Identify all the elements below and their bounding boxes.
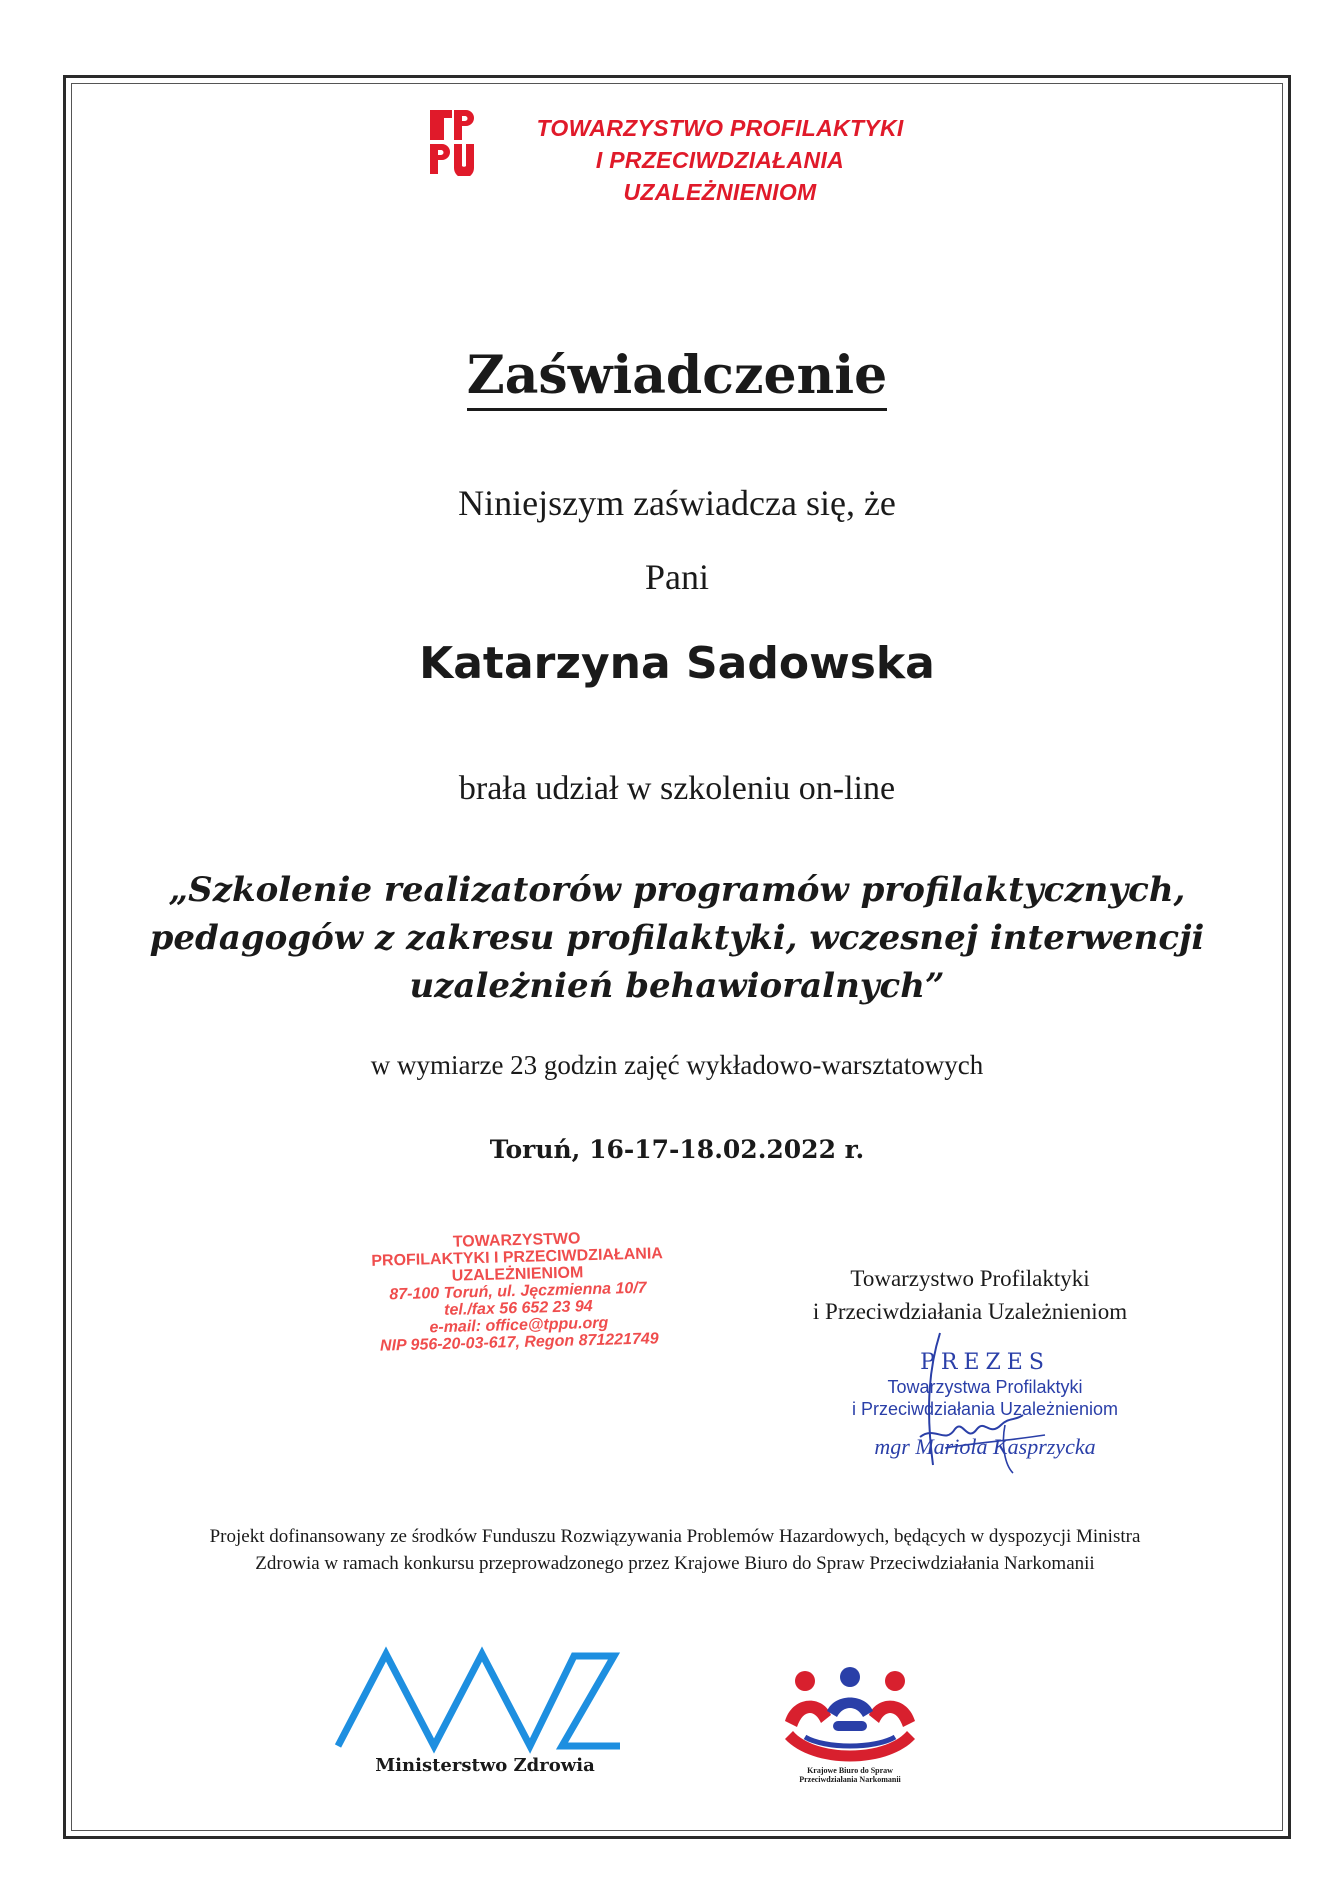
- participation-text: brała udział w szkoleniu on-line: [458, 770, 896, 807]
- stamp-line1: TOWARZYSTWO: [452, 1230, 581, 1251]
- course-title-line3: uzależnień behawioralnych”: [409, 966, 945, 1006]
- header-org-line1: TOWARZYSTWO PROFILAKTYKI: [536, 115, 904, 141]
- certificate-honorific: Pani: [644, 557, 709, 597]
- kbpn-logo-icon: [775, 1665, 925, 1765]
- certificate-intro: Niniejszym zaświadcza się, że: [458, 483, 896, 523]
- kbpn-label: [740, 1766, 960, 1784]
- president-org-line1: Towarzystwa Profilaktyki: [887, 1377, 1083, 1397]
- stamp-line3: UZALEŻNIENIOM: [451, 1264, 584, 1285]
- organization-stamp: [317, 1227, 720, 1356]
- kbpn-label-line2: Przeciwdziałania Narkomanii: [799, 1775, 901, 1784]
- handwritten-signature-icon: [905, 1325, 1055, 1475]
- kbpn-label-line1: Krajowe Biuro do Spraw: [807, 1766, 893, 1775]
- header-org-line2: I PRZECIWDZIAŁANIA UZALEŻNIENIOM: [595, 147, 845, 205]
- funding-note: [100, 1523, 1250, 1577]
- ministry-of-health-label: Ministerstwo Zdrowia: [375, 1755, 595, 1776]
- president-role: PREZES: [920, 1350, 1050, 1375]
- recipient-name: Katarzyna Sadowska: [419, 638, 935, 689]
- president-name: mgr Mariola Kasprzycka: [874, 1434, 1096, 1459]
- stamp-line5: tel./fax 56 652 23 94: [443, 1298, 593, 1319]
- certificate-title-text: Zaświadczenie: [467, 345, 887, 411]
- certificate-title: [71, 345, 1283, 406]
- place-date: Toruń, 16-17-18.02.2022 r.: [489, 1135, 865, 1164]
- course-title: [71, 866, 1283, 1010]
- header-org-name: [500, 112, 940, 208]
- signatory-org-line1: Towarzystwo Profilaktyki: [850, 1266, 1090, 1291]
- stamp-line6: e-mail: office@tppu.org: [429, 1314, 609, 1337]
- signatory-organization: [760, 1262, 1180, 1328]
- ministry-of-health-logo-icon: [330, 1640, 640, 1760]
- funding-line2: Zdrowia w ramach konkursu przeprowadzonego przez Krajowe Biuro do Spraw Przeciwdziałania Narkomanii: [255, 1553, 1095, 1574]
- funding-line1: Projekt dofinansowany ze środków Funduszu Rozwiązywania Problemów Hazardowych, będących w dyspozycji Ministra: [209, 1526, 1141, 1547]
- stamp-line4: 87-100 Toruń, ul. Jęczmienna 10/7: [389, 1279, 647, 1304]
- stamp-line2: PROFILAKTYKI I PRZECIWDZIAŁANIA: [371, 1245, 664, 1270]
- tppu-logo-icon: [430, 108, 474, 176]
- course-title-line2: pedagogów z zakresu profilaktyki, wczesnej interwencji: [149, 918, 1205, 958]
- course-title-line1: „Szkolenie realizatorów programów profilaktycznych,: [168, 870, 1186, 910]
- signatory-org-line2: i Przeciwdziałania Uzależnieniom: [812, 1299, 1128, 1324]
- course-hours: w wymiarze 23 godzin zajęć wykładowo-warsztatowych: [370, 1050, 984, 1080]
- stamp-line7: NIP 956-20-03-617, Regon 871221749: [379, 1330, 659, 1355]
- president-org-line2: i Przeciwdziałania Uzależnieniom: [851, 1399, 1119, 1419]
